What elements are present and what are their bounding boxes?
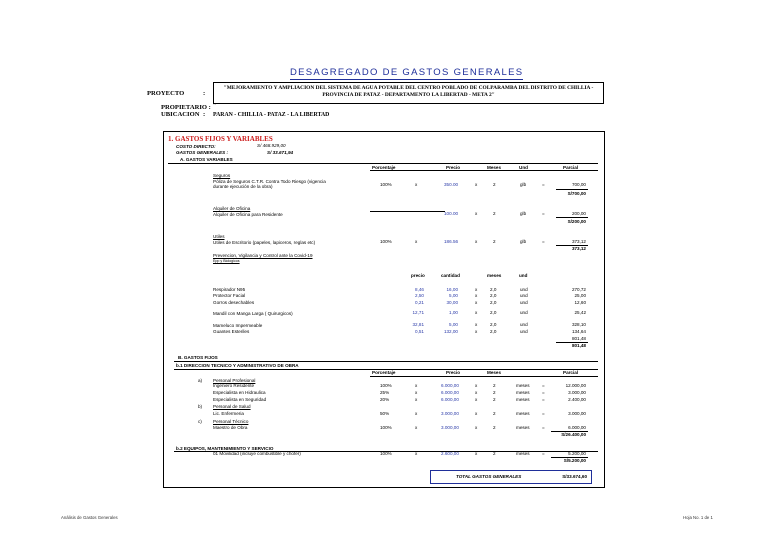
seguros-pct: 100% [380, 182, 392, 187]
covid-row-meses: 2,0 [490, 310, 497, 315]
b1-c-label: c) [198, 419, 202, 424]
covid-row-precio: 32,81 [412, 322, 424, 327]
alquiler-heading: Alquiler de Oficina [213, 206, 251, 211]
propietario-label: PROPIETARIO : [161, 104, 211, 111]
mult-sign: x [415, 397, 418, 402]
mult-sign: x [475, 287, 478, 292]
covid-row-cantidad: 16,00 [446, 287, 458, 292]
b1-row-und: meses [516, 397, 530, 402]
seguros-subtotal: S/700,00 [567, 191, 586, 196]
covid-row-und: und [520, 310, 528, 315]
b1-row-desc: Lic. Enfermeria [213, 411, 244, 416]
b2-desc: 01 Movilidad (incluye combustible y chofer) [213, 451, 301, 456]
mult-sign: x [475, 293, 478, 298]
rule [556, 189, 588, 190]
header-line-top [168, 163, 598, 164]
covid-row-parcial: 328,10 [571, 322, 586, 327]
mult-sign: x [475, 211, 478, 216]
b1-row-und: meses [516, 390, 530, 395]
b1-a-label: a) [198, 378, 203, 383]
covid-total: 801,48 [571, 336, 586, 341]
equals-sign: = [542, 182, 545, 187]
b1-a-heading: Personal Profesional [213, 378, 256, 383]
covid-col-meses: meses [487, 273, 502, 278]
covid-row-meses: 2,0 [490, 287, 497, 292]
mult-sign: x [475, 397, 478, 402]
b1-row-pct: 100% [380, 383, 392, 388]
utiles-parcial: 373,12 [571, 239, 586, 244]
col-meses: Meses [487, 165, 502, 170]
ubicacion-label: UBICACION [161, 111, 200, 118]
propietario-value: " [213, 103, 217, 109]
utiles-pct: 100% [380, 239, 392, 244]
covid-row-precio: 2,50 [415, 293, 424, 298]
b1-row-meses: 2 [493, 425, 496, 430]
b1-row-pct: 25% [380, 390, 390, 395]
covid-subtotal: 801,48 [571, 343, 586, 348]
seguros-heading: Seguros [213, 173, 231, 178]
covid-row-desc: Guantes Esteriles [213, 329, 250, 334]
mult-sign: x [415, 239, 418, 244]
proyecto-colon: : [203, 90, 206, 97]
gastos-variables-title: A. GASTOS VARIABLES [180, 157, 233, 162]
total-value: S/33.674,60 [562, 474, 587, 479]
utiles-und: glb [520, 239, 527, 244]
covid-row-desc: Gorros desechables [213, 300, 255, 305]
seguros-meses: 2 [493, 182, 496, 187]
equals-sign: = [542, 211, 545, 216]
mult-sign: x [475, 451, 478, 456]
mult-sign: x [475, 310, 478, 315]
b1-row-desc: Especialista en Hidraulica [213, 390, 266, 395]
col-parcial: Parcial [563, 165, 579, 170]
covid-row-parcial: 270,72 [571, 287, 586, 292]
proyecto-text: "MEJORAMIENTO Y AMPLIACION DEL SISTEMA DE AGUA POTABLE DEL CENTRO POBLADO DE COLPARAMBA DEL DISTRITO DE CHILLIA - PROVINCIA DE PATAZ - DEPARTAMENTO LA LIBERTAD - META 2" [223, 85, 594, 98]
footer-left: Análisis de Gastos Generales [61, 515, 118, 520]
covid-row-meses: 2,0 [490, 293, 497, 298]
mult-sign: x [475, 390, 478, 395]
covid-col-und: und [519, 273, 528, 278]
ubicacion-colon: : [203, 111, 206, 118]
covid-row-parcial: 25,42 [574, 310, 586, 315]
covid-sub: Epp y Biologicos [213, 259, 240, 263]
b2-precio: 2.600,00 [441, 451, 459, 456]
mult-sign: x [475, 383, 478, 388]
covid-row-precio: 0,51 [415, 329, 424, 334]
covid-row-cantidad: 132,00 [443, 329, 458, 334]
seguros-parcial: 700,00 [571, 182, 586, 187]
b1-row-precio: 3.000,00 [441, 425, 459, 430]
b1-row-und: meses [516, 411, 530, 416]
b1-row-parcial: 3.000,00 [568, 411, 586, 416]
covid-row-desc: Mameluco Impermeable [213, 323, 263, 328]
mult-sign: x [475, 425, 478, 430]
seguros-desc2: durante ejecución de la obra) [213, 184, 273, 189]
covid-row-precio: 8,46 [415, 287, 424, 292]
covid-row-parcial: 134,64 [571, 329, 586, 334]
b1-row-precio: 3.000,00 [441, 411, 459, 416]
b1-col-parcial: Parcial [563, 370, 579, 375]
b2-meses: 2 [493, 451, 496, 456]
b1-row-meses: 2 [493, 397, 496, 402]
b1-col-porcentaje: Porcentaje [372, 370, 396, 375]
equals-sign: = [542, 451, 545, 456]
covid-row-cantidad: 5,00 [449, 293, 458, 298]
covid-row-und: und [520, 287, 528, 292]
covid-col-precio: precio [411, 273, 425, 278]
mult-sign: x [415, 451, 418, 456]
covid-row-und: und [520, 300, 528, 305]
equals-sign: = [542, 411, 545, 416]
covid-row-parcial: 25,00 [574, 293, 586, 298]
covid-row-meses: 2,0 [490, 300, 497, 305]
col-und: Und [519, 165, 528, 170]
mult-sign: x [415, 425, 418, 430]
alquiler-precio: 100.00 [444, 211, 459, 216]
equals-sign: = [542, 390, 545, 395]
footer-right: Hoja No. 1 de 1 [683, 515, 713, 520]
b1-row-parcial: 2.400,00 [568, 397, 586, 402]
b1-row-desc: Ingeniero Residente [213, 383, 255, 388]
ubicacion-value: PARAN - CHILLIA - PATAZ - LA LIBERTAD [213, 112, 330, 118]
covid-row-cantidad: 5,00 [449, 322, 458, 327]
b1-col-meses: Meses [487, 370, 502, 375]
b1-row-pct: 100% [380, 425, 392, 430]
covid-row-meses: 2,0 [490, 329, 497, 334]
rule [174, 361, 598, 362]
covid-row-meses: 2,0 [490, 322, 497, 327]
utiles-precio: 186.56 [444, 239, 459, 244]
costo-directo-label: COSTO DIRECTO: [176, 144, 216, 149]
covid-row-precio: 0,21 [415, 300, 424, 305]
b2-und: meses [516, 451, 530, 456]
rule [370, 376, 598, 377]
mult-sign: x [475, 411, 478, 416]
covid-row-cantidad: 1,00 [449, 310, 458, 315]
alquiler-parcial: 200,00 [571, 211, 586, 216]
gastos-generales-value: S/ 33.671,94 [267, 150, 294, 155]
covid-row-desc: Protector Facial [213, 293, 246, 298]
mult-sign: x [415, 411, 418, 416]
utiles-subtotal: 373,12 [571, 246, 586, 251]
mult-sign: x [415, 383, 418, 388]
b1-row-parcial: 6.000,00 [568, 425, 586, 430]
gastos-fijos-title: B. GASTOS FIJOS [178, 355, 218, 360]
costo-directo-value: S/ 468.929,00 [257, 143, 286, 148]
b1-row-precio: 6.000,00 [441, 383, 459, 388]
seguros-und: glb [520, 182, 527, 187]
seguros-precio: 350.00 [444, 182, 459, 187]
seguros-desc1: Póliza de Seguros C.T.R. Contra Todo Riesgo (vigencia [213, 179, 326, 184]
mult-sign: x [475, 182, 478, 187]
mult-sign: x [475, 300, 478, 305]
b2-pct: 100% [380, 451, 392, 456]
col-precio: Precio [446, 165, 461, 170]
b1-row-desc: Maestro de Obra [213, 425, 248, 430]
alquiler-meses: 2 [493, 211, 496, 216]
b2-parcial: 5.200,00 [568, 451, 586, 456]
proyecto-box [213, 82, 604, 104]
b1-row-parcial: 3.000,00 [568, 390, 586, 395]
b1-b-heading: Personal de Salud [213, 404, 251, 409]
b1-row-pct: 50% [380, 411, 390, 416]
page-title: DESAGREGADO DE GASTOS GENERALES [290, 67, 524, 78]
b1-row-und: meses [516, 383, 530, 388]
covid-heading: Prevencion, Vigilancia y Control ante la Covid-19 [213, 253, 313, 258]
b1-subtotal: S/26.400,00 [561, 432, 586, 437]
b1-row-meses: 2 [493, 411, 496, 416]
proyecto-label: PROYECTO [147, 90, 185, 97]
section-title: 1. GASTOS FIJOS Y VARIABLES [168, 135, 273, 143]
b1-row-parcial: 12.000,00 [565, 383, 586, 388]
b1-c-heading: Personal Técnico [213, 419, 249, 424]
b1-row-desc: Especialista en Seguridad [213, 397, 267, 402]
b1-row-precio: 6.000,00 [441, 390, 459, 395]
covid-row-parcial: 12,60 [574, 300, 586, 305]
b1-row-meses: 2 [493, 383, 496, 388]
utiles-meses: 2 [493, 239, 496, 244]
alquiler-desc: Alquiler de Oficina para Residente [213, 212, 283, 217]
mult-sign: x [415, 390, 418, 395]
equals-sign: = [542, 397, 545, 402]
b1-col-precio: Precio [446, 370, 461, 375]
header-line-bottom [370, 170, 598, 171]
covid-row-und: und [520, 329, 528, 334]
rule [370, 211, 445, 212]
mult-sign: x [415, 182, 418, 187]
b1-row-meses: 2 [493, 390, 496, 395]
col-porcentaje: Porcentaje [372, 165, 396, 170]
b2-title: b.2 EQUIPOS, MANTENIMIENTO Y SERVICIO [176, 446, 274, 451]
covid-row-und: und [520, 293, 528, 298]
covid-row-cantidad: 30,00 [446, 300, 458, 305]
b1-row-und: meses [516, 425, 530, 430]
total-label: TOTAL GASTOS GENERALES [456, 474, 522, 479]
equals-sign: = [542, 383, 545, 388]
covid-row-desc: Respirador N95 [213, 287, 246, 292]
mult-sign: x [475, 239, 478, 244]
covid-row-precio: 12,71 [412, 310, 424, 315]
b2-subtotal: S/5.200,00 [563, 458, 586, 463]
b1-b-label: b) [198, 404, 203, 409]
gastos-generales-label: GASTOS GENERALES : [176, 150, 228, 155]
covid-row-desc: Mandil con Manga Larga ( Quirurgicos) [213, 311, 293, 316]
mult-sign: x [475, 329, 478, 334]
utiles-heading: Utiles [213, 234, 225, 239]
covid-col-cantidad: cantidad [441, 273, 460, 278]
alquiler-und: glb [520, 211, 527, 216]
b1-row-pct: 20% [380, 397, 390, 402]
b1-title: b.1 DIRECCION TECNICO Y ADMINISTRATIVO DE OBRA [176, 363, 299, 368]
mult-sign: x [475, 322, 478, 327]
utiles-desc: Utiles de Escritorio (papeles, lapiceros, reglas etc) [213, 240, 316, 245]
rule [556, 217, 588, 218]
alquiler-subtotal: S/200,00 [567, 219, 586, 224]
covid-row-und: und [520, 322, 528, 327]
equals-sign: = [542, 425, 545, 430]
equals-sign: = [542, 239, 545, 244]
b1-row-precio: 6.000,00 [441, 397, 459, 402]
